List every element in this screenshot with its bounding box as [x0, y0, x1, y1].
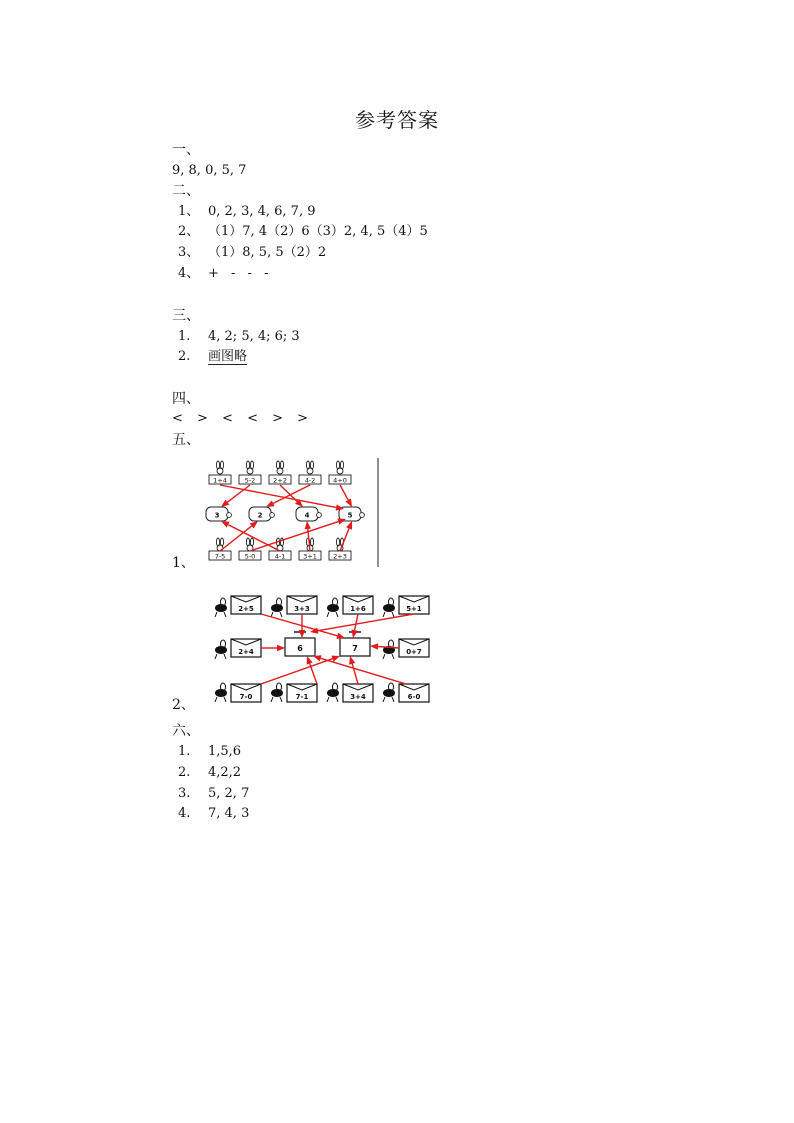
arrow-shaft	[340, 528, 349, 551]
rabbit-head	[277, 468, 283, 474]
envelope-layer	[215, 596, 429, 702]
arrow	[351, 614, 358, 638]
arrow-head	[370, 643, 378, 649]
bee-leg	[336, 612, 338, 617]
rabbit-head	[337, 468, 343, 474]
arrow	[250, 518, 346, 551]
envelope-label: 7-0	[239, 693, 253, 701]
tortoise-head	[227, 513, 232, 518]
section-2-item-4	[178, 266, 268, 282]
bee-leg	[392, 612, 394, 617]
bee-leg	[336, 697, 338, 702]
bee-icon	[383, 598, 395, 617]
bottom-card-label: 7-5	[214, 552, 226, 561]
section-2-heading: 二、	[172, 183, 200, 199]
rabbit-icon	[246, 461, 253, 474]
section-4-heading: 四、	[172, 391, 200, 407]
bee-leg	[215, 697, 217, 702]
envelope-label: 7-1	[295, 693, 309, 701]
item-text: 4, 2; 5, 4; 6; 3	[208, 329, 300, 344]
rabbit-head	[307, 468, 313, 474]
top-envelope	[287, 596, 317, 614]
top-envelope	[399, 596, 429, 614]
arrow	[349, 656, 358, 684]
arrow-head	[349, 656, 355, 665]
arrow-head	[305, 521, 311, 529]
figure-1-label: 1、	[172, 555, 195, 571]
top-card-label: 2+2	[273, 476, 287, 485]
bee-leg	[383, 612, 385, 617]
bee-leg	[271, 697, 273, 702]
item-number: 2.	[178, 765, 191, 780]
item-text: 0, 2, 3, 4, 6, 7, 9	[208, 204, 316, 219]
bottom-card-label: 3+1	[303, 552, 317, 561]
bee-icon	[383, 640, 395, 659]
section-1-heading: 一、	[172, 142, 200, 158]
arrow	[307, 656, 317, 684]
arrow-head	[307, 656, 313, 665]
section-3-item-1	[178, 329, 300, 345]
bee-leg	[327, 697, 329, 702]
mailbox	[340, 632, 370, 656]
arrow-head	[277, 645, 285, 651]
section-5-heading: 五、	[172, 432, 200, 448]
item-number: 1.	[178, 329, 191, 344]
envelope-label: 5+1	[406, 605, 422, 613]
bee-icon	[271, 598, 283, 617]
arrow	[266, 485, 310, 507]
arrow-head	[266, 501, 275, 507]
item-text: （1）8, 5, 5（2）2	[208, 245, 327, 260]
bee-icon	[215, 683, 227, 702]
item-number: 2.	[178, 349, 191, 364]
bee-leg	[327, 612, 329, 617]
arrow-head	[221, 500, 229, 507]
box-layer	[285, 632, 370, 656]
arrow-head	[346, 521, 352, 530]
middle-label: 5	[347, 511, 353, 520]
item-text: 1,5,6	[208, 744, 242, 759]
section-3-heading: 三、	[172, 308, 200, 324]
arrow	[313, 655, 406, 684]
bottom-envelope	[231, 684, 261, 702]
top-envelope	[231, 596, 261, 614]
section-6-item-2	[178, 765, 241, 781]
arrow	[261, 645, 285, 651]
top-card-label: 4-2	[304, 476, 316, 485]
item-text: 5, 2, 7	[208, 786, 250, 801]
arrow-head	[221, 521, 230, 527]
arrow-head	[336, 633, 345, 639]
bottom-card-label: 5-0	[244, 552, 256, 561]
arrow-head	[331, 656, 340, 662]
bottom-card-label: 4-1	[274, 552, 286, 561]
bee-leg	[224, 654, 226, 659]
figure-1	[200, 457, 384, 569]
section-2-item-2	[178, 224, 428, 240]
arrow-shaft	[250, 522, 338, 551]
arrow-layer	[220, 485, 352, 551]
rabbit-icon	[246, 538, 253, 551]
bee-icon	[383, 683, 395, 702]
page-title: 参考答案	[355, 108, 439, 132]
item-text: 7, 4, 3	[208, 806, 250, 821]
bee-icon	[271, 683, 283, 702]
bee-icon	[215, 598, 227, 617]
arrow-shaft	[310, 664, 317, 684]
section-2-item-3	[178, 245, 326, 261]
figure-2	[210, 588, 436, 706]
bee-icon	[215, 640, 227, 659]
rabbit-icon	[216, 461, 223, 474]
bee-leg	[215, 654, 217, 659]
section-6-item-4	[178, 806, 249, 822]
bottom-card-label: 2+3	[333, 552, 347, 561]
bee-leg	[392, 654, 394, 659]
bee-leg	[215, 612, 217, 617]
bottom-envelope	[287, 684, 317, 702]
figure-2-label: 2、	[172, 697, 195, 713]
envelope-label: 2+4	[238, 648, 254, 656]
arrow-shaft	[355, 614, 358, 630]
bee-leg	[383, 697, 385, 702]
rabbit-head	[217, 468, 223, 474]
section-1-answer: 9, 8, 0, 5, 7	[172, 163, 247, 178]
tortoise-head	[360, 513, 365, 518]
middle-label: 3	[214, 511, 220, 520]
arrow-head	[351, 630, 357, 638]
bottom-envelope	[343, 684, 373, 702]
item-text: （1）7, 4（2）6（3）2, 4, 5（4）5	[208, 224, 428, 239]
item-number: 1.	[178, 744, 191, 759]
arrow	[280, 485, 303, 507]
arrow	[340, 485, 352, 507]
item-number: 3.	[178, 786, 191, 801]
arrow-head	[337, 518, 346, 524]
rabbit-icon	[336, 461, 343, 474]
arrow-shaft	[261, 659, 332, 684]
arrow-shaft	[220, 485, 336, 507]
arrow-shaft	[352, 664, 358, 684]
bee-icon	[327, 598, 339, 617]
bee-leg	[224, 612, 226, 617]
top-card-label: 4+0	[333, 476, 347, 485]
item-number: 2、	[178, 224, 200, 239]
arrow	[220, 485, 344, 511]
bee-icon	[327, 683, 339, 702]
arrow	[340, 521, 352, 551]
tortoise-head	[270, 513, 275, 518]
left-envelope	[231, 639, 261, 657]
section-6-item-1	[178, 744, 241, 760]
envelope-label: 2+5	[238, 605, 254, 613]
section-6-item-3	[178, 786, 249, 802]
section-3-item-2	[178, 349, 247, 365]
section-4-answer: < > < < > >	[172, 411, 309, 426]
arrow-head	[313, 655, 322, 661]
bee-leg	[280, 697, 282, 702]
section-2-item-1	[178, 204, 316, 220]
arrow-head	[345, 498, 352, 507]
bottom-envelope	[399, 684, 429, 702]
item-text: + - - -	[208, 266, 269, 281]
bee-leg	[392, 697, 394, 702]
top-card-row	[209, 461, 351, 485]
mailbox	[285, 632, 315, 656]
section-6-heading: 六、	[172, 723, 200, 739]
mailbox-label: 6	[297, 644, 303, 653]
bee-leg	[383, 654, 385, 659]
envelope-label: 3+3	[294, 605, 310, 613]
bee-leg	[280, 612, 282, 617]
rabbit-icon	[276, 461, 283, 474]
top-envelope	[343, 596, 373, 614]
arrow-shaft	[318, 614, 414, 631]
item-number: 1、	[178, 204, 200, 219]
envelope-label: 0+7	[406, 648, 422, 656]
arrow	[221, 521, 280, 551]
arrow-shaft	[378, 647, 399, 648]
arrow	[310, 614, 414, 634]
arrow-head	[299, 630, 305, 638]
mailbox-label: 7	[352, 644, 358, 653]
right-envelope	[399, 639, 429, 657]
item-text: 4,2,2	[208, 765, 242, 780]
envelope-label: 3+4	[350, 693, 366, 701]
arrow-shaft	[321, 658, 406, 684]
tortoise-head	[317, 513, 322, 518]
middle-label: 4	[304, 511, 310, 520]
arrow-shaft	[340, 485, 348, 500]
bee-leg	[224, 697, 226, 702]
item-number: 3、	[178, 245, 200, 260]
rabbit-icon	[306, 461, 313, 474]
middle-label: 2	[257, 511, 263, 520]
item-number: 4、	[178, 266, 200, 281]
item-text: 画图略	[208, 349, 248, 364]
envelope-label: 6-0	[407, 693, 421, 701]
item-number: 4.	[178, 806, 191, 821]
rabbit-head	[247, 468, 253, 474]
envelope-label: 1+6	[350, 605, 366, 613]
top-card-label: 5-2	[244, 476, 256, 485]
top-card-label: 1+4	[213, 476, 227, 485]
